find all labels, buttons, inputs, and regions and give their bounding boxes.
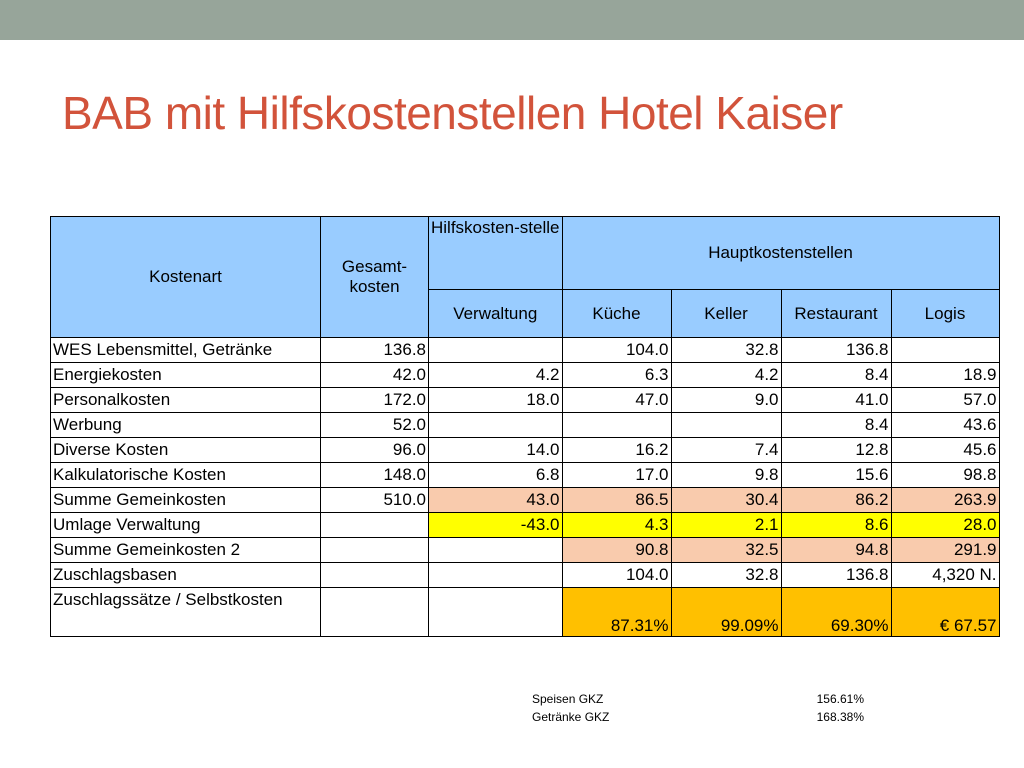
cell-kueche: 4.3 [562, 513, 671, 538]
cell-keller: 2.1 [671, 513, 781, 538]
cell-restaurant: 41.0 [781, 388, 891, 413]
cell-logis: 263.9 [891, 488, 999, 513]
header-verwaltung: Verwaltung [429, 290, 563, 338]
top-bar [0, 0, 1024, 40]
header-kostenart: Kostenart [51, 217, 321, 338]
header-restaurant: Restaurant [781, 290, 891, 338]
cell-logis: € 67.57 [891, 588, 999, 637]
cell-verwaltung [429, 413, 563, 438]
row-label: Zuschlagssätze / Selbstkosten [51, 588, 321, 637]
cell-restaurant: 136.8 [781, 563, 891, 588]
cell-restaurant: 15.6 [781, 463, 891, 488]
table-row [51, 563, 1000, 588]
cell-kueche: 87.31% [562, 588, 671, 637]
cell-restaurant: 8.4 [781, 363, 891, 388]
cell-keller: 9.8 [671, 463, 781, 488]
cell-gesamtkosten: 42.0 [321, 363, 429, 388]
cell-kueche: 90.8 [562, 538, 671, 563]
table-row [51, 438, 1000, 463]
cell-kueche: 47.0 [562, 388, 671, 413]
cell-restaurant: 69.30% [781, 588, 891, 637]
header-row-1 [51, 217, 1000, 290]
header-hilfskostenstelle: Hilfskosten-stelle [429, 217, 563, 290]
table-row [51, 463, 1000, 488]
table-row-summe-2 [51, 538, 1000, 563]
cell-kueche: 17.0 [562, 463, 671, 488]
header-gesamtkosten: Gesamt-kosten [321, 217, 429, 338]
cell-keller: 4.2 [671, 363, 781, 388]
cell-restaurant: 86.2 [781, 488, 891, 513]
cell-keller: 32.5 [671, 538, 781, 563]
note-row-getraenke [532, 710, 864, 728]
cell-gesamtkosten: 96.0 [321, 438, 429, 463]
cell-logis: 45.6 [891, 438, 999, 463]
cell-keller: 9.0 [671, 388, 781, 413]
cell-gesamtkosten [321, 563, 429, 588]
cell-logis: 43.6 [891, 413, 999, 438]
cell-logis: 98.8 [891, 463, 999, 488]
cell-verwaltung: 6.8 [429, 463, 563, 488]
cell-keller: 32.8 [671, 563, 781, 588]
cell-verwaltung [429, 538, 563, 563]
table-row-umlage [51, 513, 1000, 538]
cell-gesamtkosten: 148.0 [321, 463, 429, 488]
header-logis: Logis [891, 290, 999, 338]
table-row [51, 413, 1000, 438]
row-label: Diverse Kosten [51, 438, 321, 463]
cell-kueche: 16.2 [562, 438, 671, 463]
cell-gesamtkosten [321, 588, 429, 637]
cell-kueche: 6.3 [562, 363, 671, 388]
row-label: Energiekosten [51, 363, 321, 388]
note-value: 168.38% [816, 710, 864, 724]
cell-restaurant: 94.8 [781, 538, 891, 563]
cell-keller: 32.8 [671, 338, 781, 363]
cell-keller: 7.4 [671, 438, 781, 463]
row-label: WES Lebensmittel, Getränke [51, 338, 321, 363]
cell-keller: 99.09% [671, 588, 781, 637]
cell-logis: 4,320 N. [891, 563, 999, 588]
header-keller: Keller [671, 290, 781, 338]
note-label: Speisen GKZ [532, 692, 604, 706]
table-row [51, 388, 1000, 413]
cell-restaurant: 136.8 [781, 338, 891, 363]
cell-verwaltung: 18.0 [429, 388, 563, 413]
cell-logis: 291.9 [891, 538, 999, 563]
cell-verwaltung: 43.0 [429, 488, 563, 513]
table-row-summe [51, 488, 1000, 513]
cell-gesamtkosten [321, 513, 429, 538]
cell-logis: 57.0 [891, 388, 999, 413]
cell-restaurant: 12.8 [781, 438, 891, 463]
bab-table [50, 216, 1000, 637]
cell-kueche: 104.0 [562, 563, 671, 588]
table-row [51, 338, 1000, 363]
row-label: Summe Gemeinkosten [51, 488, 321, 513]
cell-logis [891, 338, 999, 363]
row-label: Summe Gemeinkosten 2 [51, 538, 321, 563]
cell-gesamtkosten: 510.0 [321, 488, 429, 513]
table-row-zuschlagssaetze [51, 588, 1000, 637]
note-label: Getränke GKZ [532, 710, 610, 724]
row-label: Kalkulatorische Kosten [51, 463, 321, 488]
note-row-speisen [532, 692, 864, 710]
row-label: Personalkosten [51, 388, 321, 413]
cell-gesamtkosten: 136.8 [321, 338, 429, 363]
cell-gesamtkosten [321, 538, 429, 563]
cell-verwaltung [429, 338, 563, 363]
header-hauptkostenstellen: Hauptkostenstellen [562, 217, 999, 290]
cell-verwaltung: 4.2 [429, 363, 563, 388]
cell-restaurant: 8.4 [781, 413, 891, 438]
cell-verwaltung: -43.0 [429, 513, 563, 538]
cell-verwaltung [429, 563, 563, 588]
cell-verwaltung [429, 588, 563, 637]
cell-gesamtkosten: 52.0 [321, 413, 429, 438]
cell-restaurant: 8.6 [781, 513, 891, 538]
cell-logis: 28.0 [891, 513, 999, 538]
cell-kueche: 104.0 [562, 338, 671, 363]
row-label: Umlage Verwaltung [51, 513, 321, 538]
header-kueche: Küche [562, 290, 671, 338]
page-title: BAB mit Hilfskostenstellen Hotel Kaiser [62, 87, 843, 139]
cell-kueche: 86.5 [562, 488, 671, 513]
row-label: Werbung [51, 413, 321, 438]
cell-gesamtkosten: 172.0 [321, 388, 429, 413]
table-row [51, 363, 1000, 388]
cell-verwaltung: 14.0 [429, 438, 563, 463]
gkz-notes [532, 692, 864, 728]
cell-keller [671, 413, 781, 438]
cell-keller: 30.4 [671, 488, 781, 513]
cell-kueche [562, 413, 671, 438]
row-label: Zuschlagsbasen [51, 563, 321, 588]
cell-logis: 18.9 [891, 363, 999, 388]
note-value: 156.61% [816, 692, 864, 706]
